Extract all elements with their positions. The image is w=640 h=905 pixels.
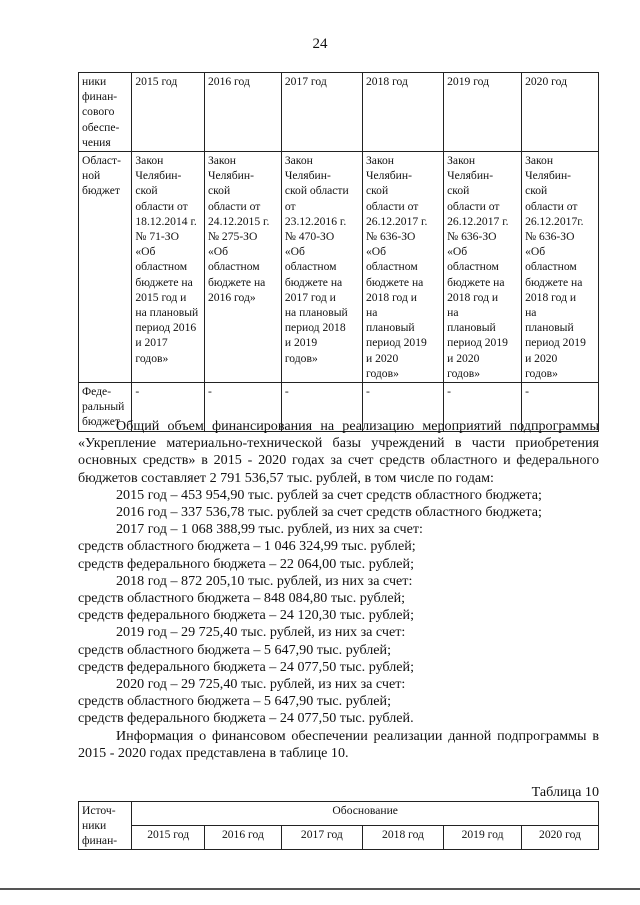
law-reference-cell: Закон Челябин- ской области от 23.12.2016 г. № 470-ЗО «Об областном бюджете на 2017 год и на плановый период 2018 и 2019 годов»	[281, 152, 362, 383]
year-header: 2016 год	[204, 826, 281, 850]
source-line: средств федерального бюджета – 24 077,50 тыс. рублей;	[78, 658, 414, 675]
year-header: 2015 год	[132, 73, 205, 152]
empty-value-cell: -	[281, 383, 362, 432]
basis-header: Обоснование	[132, 802, 599, 826]
empty-value-cell: -	[204, 383, 281, 432]
year-header: 2020 год	[522, 826, 599, 850]
financing-basis-table-continued	[78, 72, 599, 432]
year-header-row	[79, 826, 599, 850]
info-paragraph: Информация о финансовом обеспечении реализации данной подпрограммы в 2015 - 2020 годах представлена в таблице 10.	[78, 727, 599, 761]
empty-value-cell: -	[132, 383, 205, 432]
year-line: 2017 год – 1 068 388,99 тыс. рублей, из них за счет:	[116, 521, 423, 538]
year-header: 2016 год	[204, 73, 281, 152]
year-line: 2015 год – 453 954,90 тыс. рублей за счет средств областного бюджета;	[116, 486, 542, 503]
law-reference-cell: Закон Челябин- ской области от 26.12.2017 г. № 636-ЗО «Об областном бюджете на 2018 год и на плановый период 2019 и 2020 годов»	[362, 152, 443, 383]
source-line: средств федерального бюджета – 22 064,00 тыс. рублей;	[78, 555, 414, 572]
table-10	[78, 801, 599, 850]
footer-divider	[0, 888, 640, 890]
year-header: 2020 год	[522, 73, 599, 152]
row-label-regional-budget: Област- ной бюджет	[79, 152, 132, 383]
source-column-header: ники финан- сового обеспе- чения	[79, 73, 132, 152]
table-row-regional-budget	[79, 152, 599, 383]
year-header: 2019 год	[444, 826, 522, 850]
law-reference-cell: Закон Челябин- ской области от 26.12.2017г. № 636-ЗО «Об областном бюджете на 2018 год и на плановый период 2019 и 2020 годов»	[522, 152, 599, 383]
law-reference-cell: Закон Челябин- ской области от 18.12.2014 г. № 71-ЗО «Об областном бюджете на 2015 год и на плановый период 2016 и 2017 годов»	[132, 152, 205, 383]
row-label-federal-budget: Феде- ральный бюджет	[79, 383, 132, 432]
page-number: 24	[312, 36, 328, 52]
year-header: 2018 год	[362, 73, 443, 152]
empty-value-cell: -	[362, 383, 443, 432]
table-header-row	[79, 802, 599, 826]
source-line: средств федерального бюджета – 24 120,30 тыс. рублей;	[78, 607, 414, 624]
source-line: средств областного бюджета – 1 046 324,99 тыс. рублей;	[78, 538, 416, 555]
table-caption: Таблица 10	[531, 784, 599, 800]
law-reference-cell: Закон Челябин- ской области от 24.12.2015 г. № 275-ЗО «Об областном бюджете на 2016 год»	[204, 152, 281, 383]
year-header: 2017 год	[281, 826, 362, 850]
year-line: 2019 год – 29 725,40 тыс. рублей, из них за счет:	[116, 624, 406, 641]
year-header: 2015 год	[132, 826, 205, 850]
source-line: средств областного бюджета – 5 647,90 тыс. рублей;	[78, 641, 392, 658]
empty-value-cell: -	[522, 383, 599, 432]
year-header: 2018 год	[362, 826, 443, 850]
year-line: 2018 год – 872 205,10 тыс. рублей, из них за счет:	[116, 572, 413, 589]
source-line: средств областного бюджета – 5 647,90 тыс. рублей;	[78, 693, 392, 710]
source-line: средств федерального бюджета – 24 077,50 тыс. рублей.	[78, 710, 414, 727]
table-header-row	[79, 73, 599, 152]
year-header: 2017 год	[281, 73, 362, 152]
intro-paragraph: Общий объем финансирования на реализацию мероприятий подпрограммы «Укрепление материально-технической базы учреждений в части приобретения основных средств» в 2015 - 2020 годах за счет средств областного и федерального бюджетов составляет 2 791 536,57 тыс. рублей, в том числе по годам:	[78, 418, 599, 486]
empty-value-cell: -	[444, 383, 522, 432]
source-line: средств областного бюджета – 848 084,80 тыс. рублей;	[78, 590, 406, 607]
year-line: 2020 год – 29 725,40 тыс. рублей, из них за счет:	[116, 676, 406, 693]
year-header: 2019 год	[444, 73, 522, 152]
law-reference-cell: Закон Челябин- ской области от 26.12.2017 г. № 636-ЗО «Об областном бюджете на 2018 год и на плановый период 2019 и 2020 годов»	[444, 152, 522, 383]
year-line: 2016 год – 337 536,78 тыс. рублей за счет средств областного бюджета;	[116, 504, 542, 521]
source-column-header: Источ- ники финан-	[79, 802, 132, 850]
financing-description	[78, 418, 599, 762]
